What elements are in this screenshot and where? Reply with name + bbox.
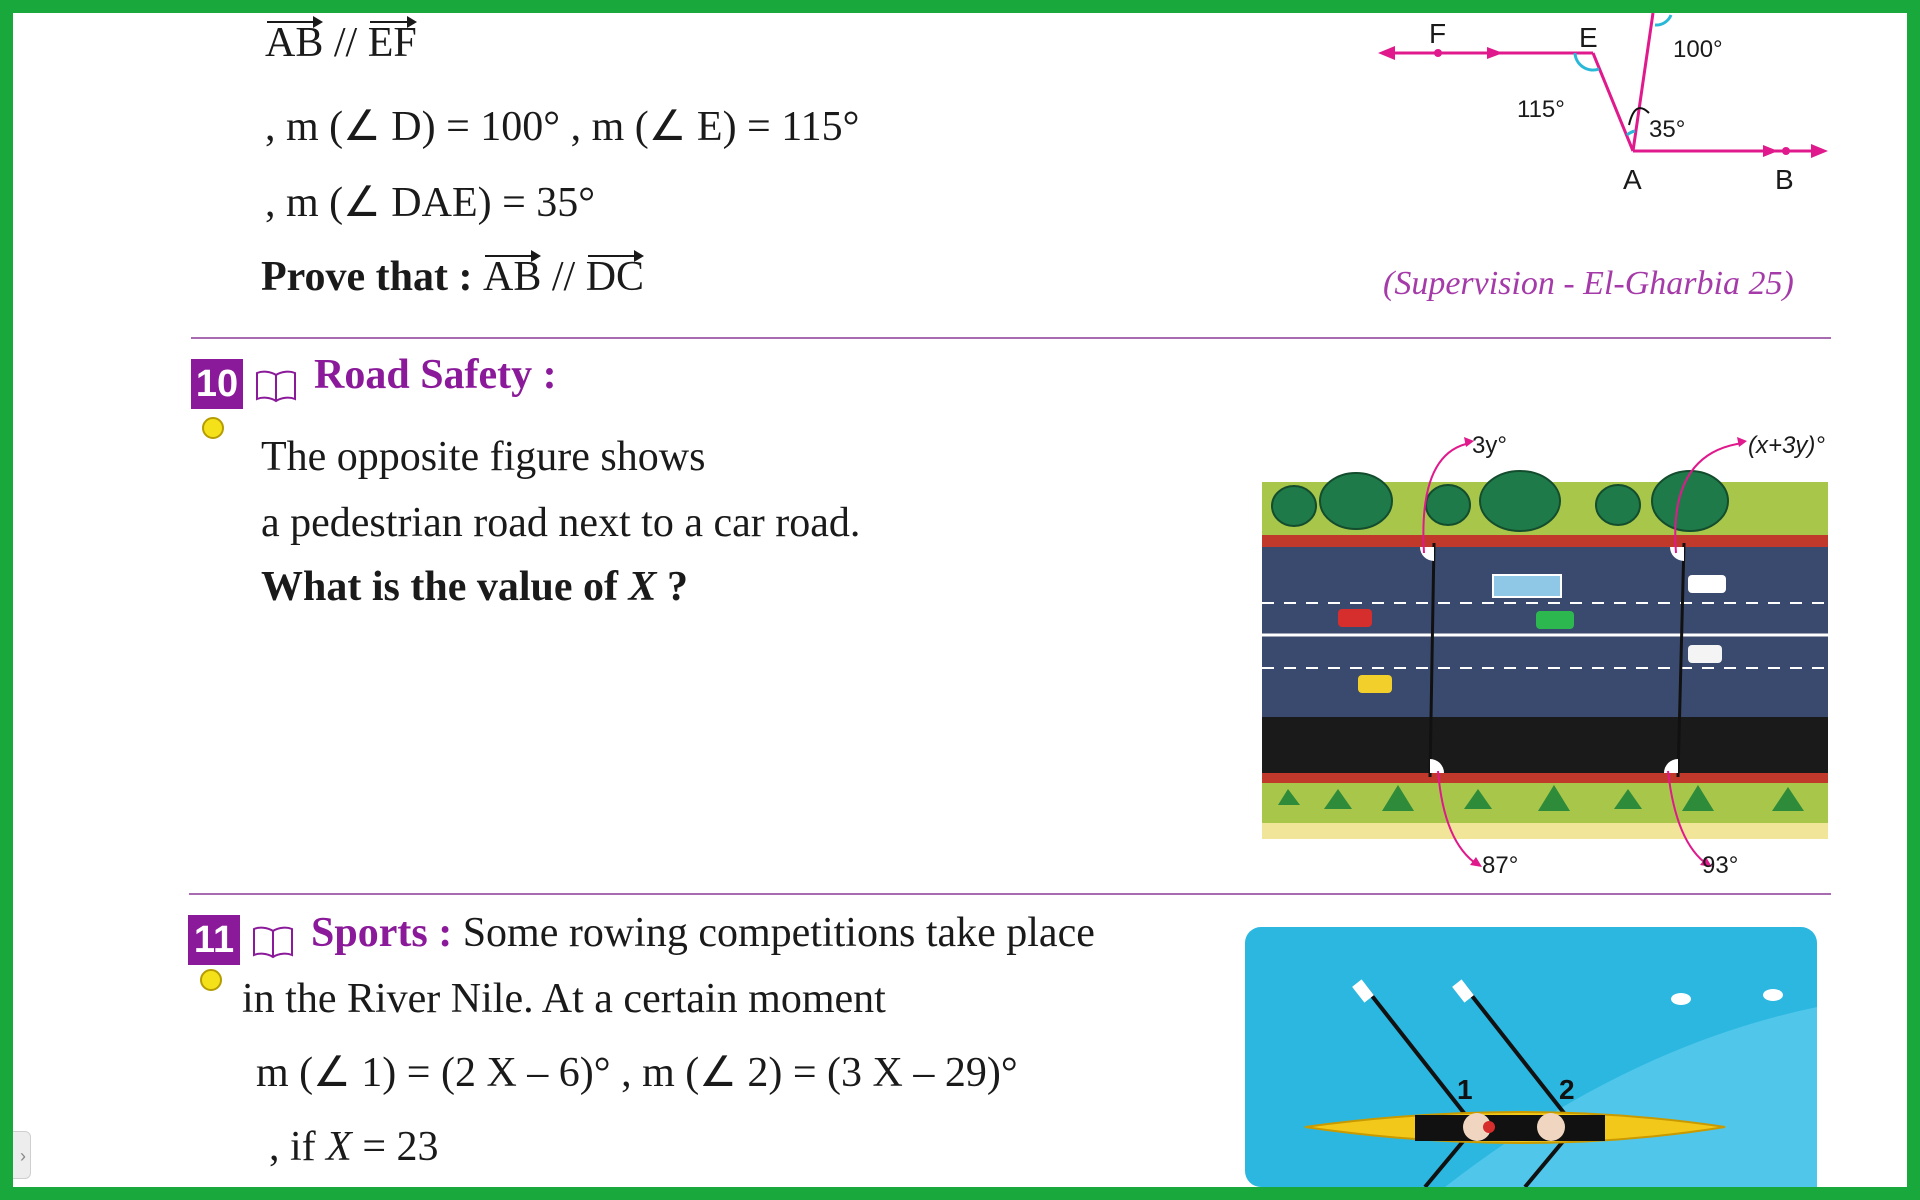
- question-number-badge: 10: [191, 359, 243, 409]
- angle-2-label: 2: [1559, 1074, 1575, 1105]
- angle-arc-35: [1627, 131, 1635, 135]
- bottom-curb: [1262, 773, 1828, 783]
- green-car: [1536, 611, 1574, 629]
- q11-line2: in the River Nile. At a certain moment: [242, 976, 886, 1022]
- car-road: [1262, 547, 1828, 717]
- question-title: Road Safety :: [314, 352, 557, 398]
- variable-x: X: [326, 1124, 352, 1170]
- truck: [1493, 575, 1561, 597]
- angle-3y-label: 3y°: [1472, 432, 1507, 459]
- q11-line4-suffix: = 23: [351, 1124, 439, 1170]
- label-e: E: [1579, 22, 1598, 53]
- q10-question: [261, 563, 688, 611]
- segment-ea: [1593, 53, 1633, 151]
- parallel-sign: //: [541, 254, 586, 300]
- label-a: A: [1623, 164, 1642, 195]
- given-angle-dae-line: , m (∠ DAE) = 35°: [265, 180, 596, 226]
- q11-line4-prefix: , if: [269, 1124, 327, 1170]
- top-curb: [1262, 535, 1828, 547]
- angle-87-label: 87°: [1482, 852, 1519, 879]
- point-f: [1434, 49, 1442, 57]
- given-angles-line: , m (∠ D) = 100° , m (∠ E) = 115°: [265, 104, 860, 150]
- parallel-sign: //: [323, 20, 368, 66]
- rower-1-cap: [1483, 1121, 1495, 1133]
- angle-35-label: 35°: [1649, 116, 1686, 143]
- sand-strip: [1262, 823, 1828, 839]
- angle-x3y-label: (x+3y)°: [1748, 432, 1825, 459]
- section-divider: [191, 337, 1831, 339]
- question-title: Sports :: [311, 910, 463, 956]
- ray-ef: EF: [367, 20, 417, 66]
- angle-100-label: 100°: [1673, 36, 1723, 63]
- label-f: F: [1429, 18, 1447, 49]
- q11-line1: [311, 909, 1095, 957]
- arrow-mid-icon: [1487, 47, 1503, 59]
- angle-arc-100: [1655, 15, 1671, 25]
- angle-1-label: 1: [1457, 1074, 1473, 1105]
- red-car: [1338, 609, 1372, 627]
- white-car-1: [1688, 575, 1726, 593]
- rowing-figure: [1245, 927, 1817, 1187]
- dark-lane: [1262, 717, 1828, 773]
- q10-line2: a pedestrian road next to a car road.: [261, 500, 861, 546]
- q11-line4: [269, 1123, 439, 1171]
- q11-line1-text: Some rowing competitions take place: [462, 910, 1095, 956]
- difficulty-dot: [200, 969, 222, 991]
- source-citation: (Supervision - El-Gharbia 25): [1383, 265, 1794, 302]
- ray-dc: DC: [585, 254, 645, 300]
- q11-line3: m (∠ 1) = (2 X – 6)° , m (∠ 2) = (3 X – 29)°: [256, 1050, 1018, 1096]
- given-parallel-line: [265, 19, 417, 67]
- prove-label: Prove that :: [261, 254, 483, 300]
- arrow-right-icon: [1811, 144, 1828, 158]
- textbook-page: [13, 13, 1907, 1187]
- q10-line1: The opposite figure shows: [261, 434, 706, 480]
- angle-93-label: 93°: [1702, 852, 1739, 879]
- question-text: What is the value of: [261, 564, 629, 610]
- book-icon: [252, 925, 294, 959]
- question-mark: ?: [656, 564, 689, 610]
- arrow-left-icon: [1378, 46, 1395, 60]
- label-b: B: [1775, 164, 1794, 195]
- arrow-right-mid-icon: [1763, 145, 1778, 157]
- rower-2: [1537, 1113, 1565, 1141]
- road-figure: [1248, 413, 1848, 883]
- question-number-badge: 11: [188, 915, 240, 965]
- book-icon: [255, 369, 297, 403]
- section-divider: [189, 893, 1831, 895]
- variable-x: X: [628, 564, 657, 610]
- white-car-2: [1688, 645, 1722, 663]
- boat-deck: [1415, 1115, 1605, 1141]
- yellow-car: [1358, 675, 1392, 693]
- ray-ab-prove: AB: [483, 254, 542, 300]
- ray-ab: AB: [265, 20, 324, 66]
- geometry-figure: [1373, 13, 1833, 213]
- side-panel-toggle-button[interactable]: ›: [13, 1131, 31, 1179]
- angle-115-label: 115°: [1517, 96, 1565, 123]
- prove-line: [261, 253, 644, 301]
- point-b: [1782, 147, 1790, 155]
- difficulty-dot: [202, 417, 224, 439]
